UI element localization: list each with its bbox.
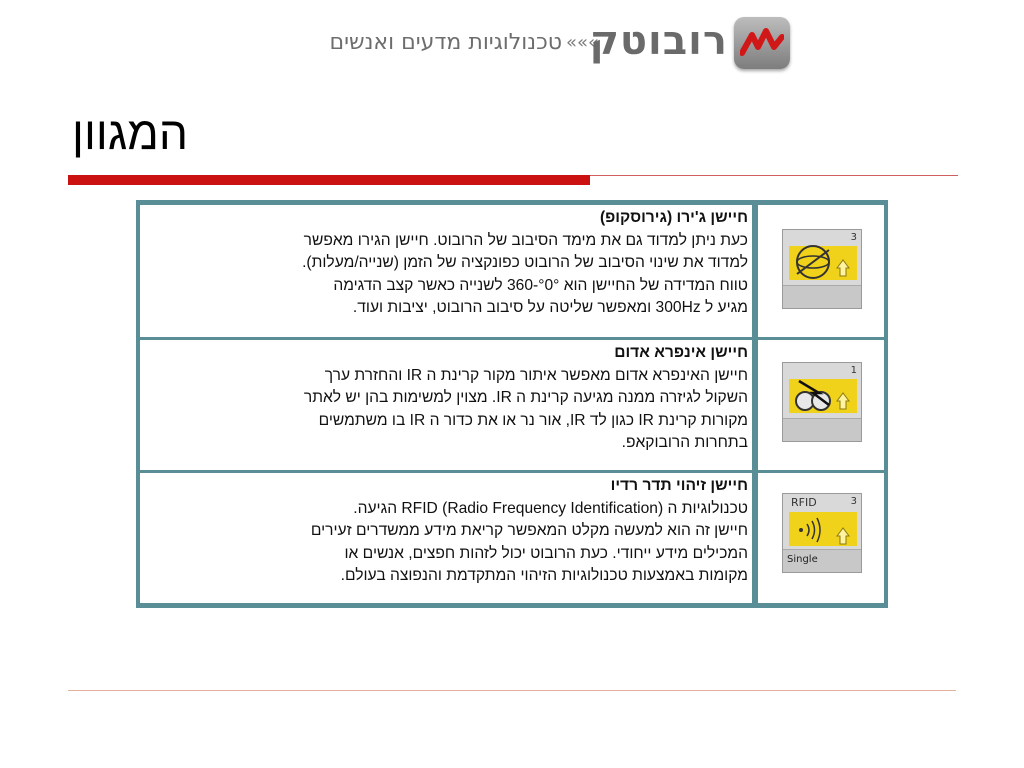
arrows-icon: ««« (566, 32, 600, 53)
sensor-line: חיישן האינפרא אדום מאפשר איתור מקור קרינת ה IR והחזרת ערך (324, 366, 748, 384)
sensor-line: כעת ניתן למדוד גם את מימד הסיבוב של הרובוט. חיישן הגירו מאפשר (303, 231, 748, 249)
sensor-description (140, 340, 752, 470)
sensor-title: חיישן זיהוי תדר רדיו (610, 477, 748, 494)
rfid-icon (789, 504, 859, 550)
title-underline-red (68, 175, 590, 185)
sensor-table (136, 200, 888, 608)
sensor-line: חיישן זה הוא למעשה מקלט המאפשר קריאת מידע ממשדרים זעירים (310, 522, 748, 539)
header (300, 14, 800, 74)
sensor-line: בתחרות הרובוקאפ. (621, 434, 748, 451)
tagline: טכנולוגיות מדעים ואנשים (329, 30, 562, 55)
table-row (140, 473, 884, 603)
rfid-tag: RFID (791, 496, 817, 509)
sensor-line: טכנולוגיות ה RFID (Radio Frequency Identification) הגיעה. (353, 499, 748, 517)
block-footer (783, 285, 861, 308)
block-number: 3 (850, 232, 857, 243)
sensor-line: מקורות קרינת IR כגון לד IR, אור נר או את כדור ה IR בו משתמשים (318, 411, 748, 429)
footer-divider (68, 690, 956, 691)
table-row (140, 340, 884, 470)
block-footer (783, 549, 861, 572)
gyroscope-icon (789, 238, 859, 284)
sensor-icon-cell (758, 205, 884, 337)
block-footer (783, 418, 861, 441)
block-number: 3 (850, 496, 857, 507)
sensor-icon-cell (758, 473, 884, 603)
rfid-block (782, 493, 862, 573)
page-title: המגוון (72, 107, 189, 159)
sensor-title: חיישן ג'ירו (גירוסקופ) (599, 209, 748, 226)
infrared-block (782, 362, 862, 442)
sensor-icon-cell (758, 340, 884, 470)
block-label: Single (787, 554, 818, 565)
sensor-line: למדוד את שינוי הסיבוב של הרובוט כפונקציה של הזמן (שנייה/מעלות). (302, 254, 748, 271)
sensor-line: המכילים מידע ייחודי. כעת הרובוט יכול לזהות חפצים, אנשים או (344, 544, 748, 562)
sensor-line: טווח המדידה של החיישן הוא °0°-360 לשנייה כאשר קצב הדגימה (333, 276, 748, 294)
table-row (140, 205, 884, 337)
sensor-line: מגיע ל 300Hz ומאפשר שליטה על סיבוב הרובוט, יציבות ועוד. (352, 299, 748, 316)
logo-icon (734, 17, 790, 69)
title-underline-thin (590, 175, 958, 176)
sensor-title: חיישן אינפרא אדום (614, 344, 748, 361)
block-number: 1 (850, 365, 857, 376)
sensor-line: מקומות באמצעות טכנולוגיות הזיהוי המתקדמת והנפוצה בעולם. (340, 567, 748, 584)
sensor-description (140, 473, 752, 603)
sensor-line: השקול לגיזרה ממנה מגיעה קרינת ה IR. מצוין למשימות בהן יש לאתר (303, 389, 748, 406)
sensor-description (140, 205, 752, 337)
brand-name: רובוטק (589, 18, 728, 64)
infrared-icon (789, 371, 859, 417)
gyroscope-block (782, 229, 862, 309)
